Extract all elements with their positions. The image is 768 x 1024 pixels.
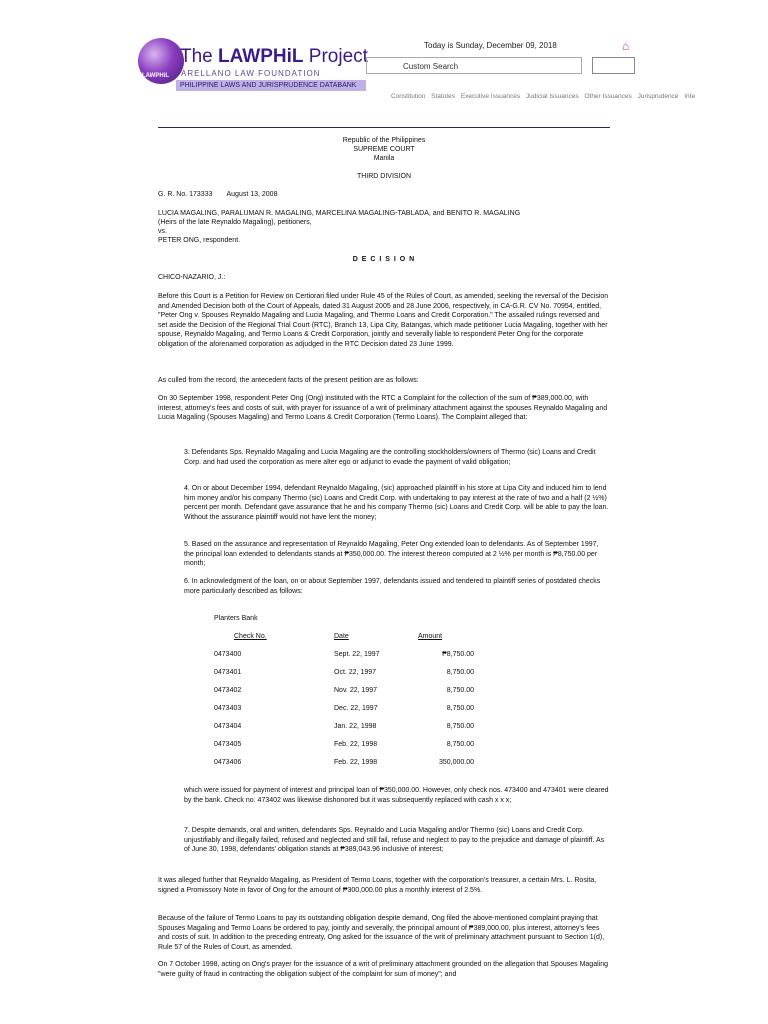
check-date: Feb. 22, 1998	[334, 741, 378, 748]
header-divider	[158, 127, 610, 128]
check-date: Nov. 22, 1997	[334, 687, 378, 694]
check-date: Feb. 22, 1998	[334, 759, 378, 766]
today-date: Today is Sunday, December 09, 2018	[424, 41, 557, 50]
parties-line2: (Heirs of the late Reynaldo Magaling), petitioners,	[158, 219, 312, 226]
case-number	[158, 190, 610, 200]
quote-4: 4. On or about December 1994, defendant Reynaldo Magaling, (sic) approached plaintiff in his store at Lipa City and induced him to lend him money and/or his company Thermo (sic) Loans and Credit Corp. with undertaking to pay interest at the rate of two and a half (2 ½%) percent per month. Defendant gave assurance that he and his company Thermo (sic) Loans and Credit Corp. will be able to pay the loan. Without the assurance plaintiff would not have lent the money;	[184, 485, 609, 521]
gr-number: G. R. No. 173333	[158, 191, 213, 198]
check-number: 0473401	[214, 669, 242, 676]
databank-banner: PHILIPPINE LAWS AND JURISPRUDENCE DATABANK	[176, 80, 366, 91]
bank-name: Planters Bank	[214, 615, 258, 622]
city: Manila	[373, 155, 395, 162]
nav-executive[interactable]: Executive Issuances	[460, 93, 521, 100]
check-number: 0473400	[214, 651, 242, 658]
search-button[interactable]	[592, 57, 635, 74]
paragraph-4: It was alleged further that Reynaldo Magaling, as President of Termo Loans, together with the corporation's treasurer, a certain Mrs. L. Rosita, signed a Promissory Note in favor of Ong for the amount of ₱300,000.00 plus a monthly interest of 2.5%.	[158, 877, 597, 894]
quote-6b: which were issued for payment of interest and principal loan of ₱350,000.00. However, only check nos. 473400 and 473401 were cleared by the bank. Check no. 473402 was likewise dishonored but it was subsequently replaced with cash x x x;	[184, 787, 609, 804]
col-amount: Amount	[418, 633, 443, 640]
search-input[interactable]: Custom Search	[366, 57, 582, 74]
check-date: Dec. 22, 1997	[334, 705, 378, 712]
paragraph-1: Before this Court is a Petition for Review on Certiorari filed under Rule 45 of the Rules of Court, as amended, seeking the reversal of the Decision and Amended Decision both of the Court of Appeals, dated 31 August 2005 and 28 June 2006, respectively, in CA-G.R. CV No. 70954, entitled, "Peter Ong v. Spouses Reynaldo Magaling and Lucia Magaling, and Thermo Loans and Credit Corporation." The assailed rulings reversed and set aside the Decision of the Regional Trial Court (RTC), Branch 13, Lipa City, Batangas, which made petitioner Lucia Magaling, together with her spouse, Reynaldo Magaling, and Termo Loans & Credit Corporation, jointly and severally liable to respondent Peter Ong for the corporate obligation of the aforenamed corporation as adjudged in the RTC Decision dated 23 June 1999.	[158, 293, 609, 348]
check-date: Oct. 22, 1997	[334, 669, 377, 676]
foundation-name: ARELLANO LAW FOUNDATION	[181, 69, 321, 78]
check-amount: 8,750.00	[446, 669, 474, 676]
versus: vs.	[158, 228, 167, 235]
decision-date: August 13, 2008	[226, 191, 278, 198]
check-date: Sept. 22, 1997	[334, 651, 380, 658]
nav-statutes[interactable]: Statutes	[431, 93, 455, 100]
home-icon[interactable]: ⌂	[622, 39, 630, 53]
respondent: PETER ONG, respondent.	[158, 237, 241, 244]
col-check-no: Check No.	[234, 633, 267, 640]
court: SUPREME COURT	[353, 146, 415, 153]
check-number: 0473403	[214, 705, 242, 712]
check-amount: 8,750.00	[446, 687, 474, 694]
check-number: 0473405	[214, 741, 242, 748]
check-amount: 8,750.00	[446, 705, 474, 712]
paragraph-2: As culled from the record, the antecedent facts of the present petition are as follows:	[158, 377, 419, 384]
check-amount: ₱8,750.00	[442, 651, 474, 658]
check-amount: 8,750.00	[446, 723, 474, 730]
nav-international[interactable]: Inte	[684, 93, 696, 100]
quote-5: 5. Based on the assurance and representation of Reynaldo Magaling, Peter Ong extended loan to defendants. As of September 1997, the principal loan extended to defendants stands at ₱350,000.00. The interest thereon computed at 2 ½% per month is ₱8,750.00 per month;	[184, 541, 599, 567]
nav-jurisprudence[interactable]: Jurisprudence	[637, 93, 679, 100]
brand-prefix: The	[180, 46, 219, 67]
top-nav	[391, 93, 699, 100]
republic: Republic of the Philippines	[342, 137, 426, 144]
quote-3: 3. Defendants Sps. Reynaldo Magaling and Lucia Magaling are the controlling stockholders/owners of Thermo (sic) Loans and Credit Corp. and had used the corporation as mere alter ego or adjunct to evade the payment of valid obligation;	[184, 449, 596, 466]
check-number: 0473406	[214, 759, 242, 766]
check-amount: 350,000.00	[438, 759, 474, 766]
division: THIRD DIVISION	[356, 173, 412, 180]
quote-7: 7. Despite demands, oral and written, defendants Sps. Reynaldo and Lucia Magaling and/or Thermo (sic) Loans and Credit Corp. unjustifiably and illegally failed, refused and neglected and still fail, refuse and neglect to pay to the prejudice and damage of plaintiff. As of June 30, 1998, defendants' obligation stands at ₱389,043.96 inclusive of interest;	[184, 827, 605, 853]
nav-other[interactable]: Other Issuances	[584, 93, 632, 100]
check-date: Jan. 22, 1998	[334, 723, 377, 730]
quote-6: 6. In acknowledgment of the loan, on or about September 1997, defendants issued and tendered to plaintiff series of postdated checks more particularly described as follows:	[184, 578, 601, 595]
paragraph-6: On 7 October 1998, acting on Ong's prayer for the issuance of a writ of preliminary attachment grounded on the allegation that Spouses Magaling "were guilty of fraud in contracting the obligation subject of the complaint for sum of money"; and	[158, 961, 608, 978]
col-date: Date	[334, 633, 349, 640]
brand-strong: LAWPHiL	[218, 46, 304, 67]
site-title[interactable]	[180, 46, 368, 68]
decision-heading: D E C I S I O N	[352, 256, 416, 263]
parties-line1: LUCIA MAGALING, PARALUMAN R. MAGALING, MARCELINA MAGALING-TABLADA, and BENITO R. MAGALING	[158, 210, 521, 217]
nav-judicial[interactable]: Judicial Issuances	[525, 93, 579, 100]
paragraph-5: Because of the failure of Termo Loans to pay its outstanding obligation despite demand, Ong filed the above-mentioned complaint praying that Spouses Magaling and Termo Loans be ordered to pay, jointly and severally, the principal amount of ₱389,000.00, plus interest, attorney's fees and costs of suit. In addition to the preceding entreaty, Ong asked for the issuance of the writ of preliminary attachment pursuant to Section 1(d), Rule 57 of the Rules of Court, as amended.	[158, 915, 605, 951]
check-number: 0473404	[214, 723, 242, 730]
check-amount: 8,750.00	[446, 741, 474, 748]
logo-text: LAWPHiL	[142, 73, 169, 79]
nav-constitution[interactable]: Constitution	[391, 93, 426, 100]
brand-suffix: Project	[303, 46, 368, 67]
check-number: 0473402	[214, 687, 242, 694]
paragraph-3: On 30 September 1998, respondent Peter Ong (Ong) instituted with the RTC a Complaint for the collection of the sum of ₱389,000.00, with interest, attorney's fees and costs of suit, with prayer for issuance of a writ of preliminary attachment against the spouses Reynaldo Magaling and Lucia Magaling (Spouses Magaling) and Termo Loans & Credit Corporation (Termo Loans). The Complaint alleged that:	[158, 395, 608, 421]
ponente: CHICO-NAZARIO, J.:	[158, 274, 226, 281]
